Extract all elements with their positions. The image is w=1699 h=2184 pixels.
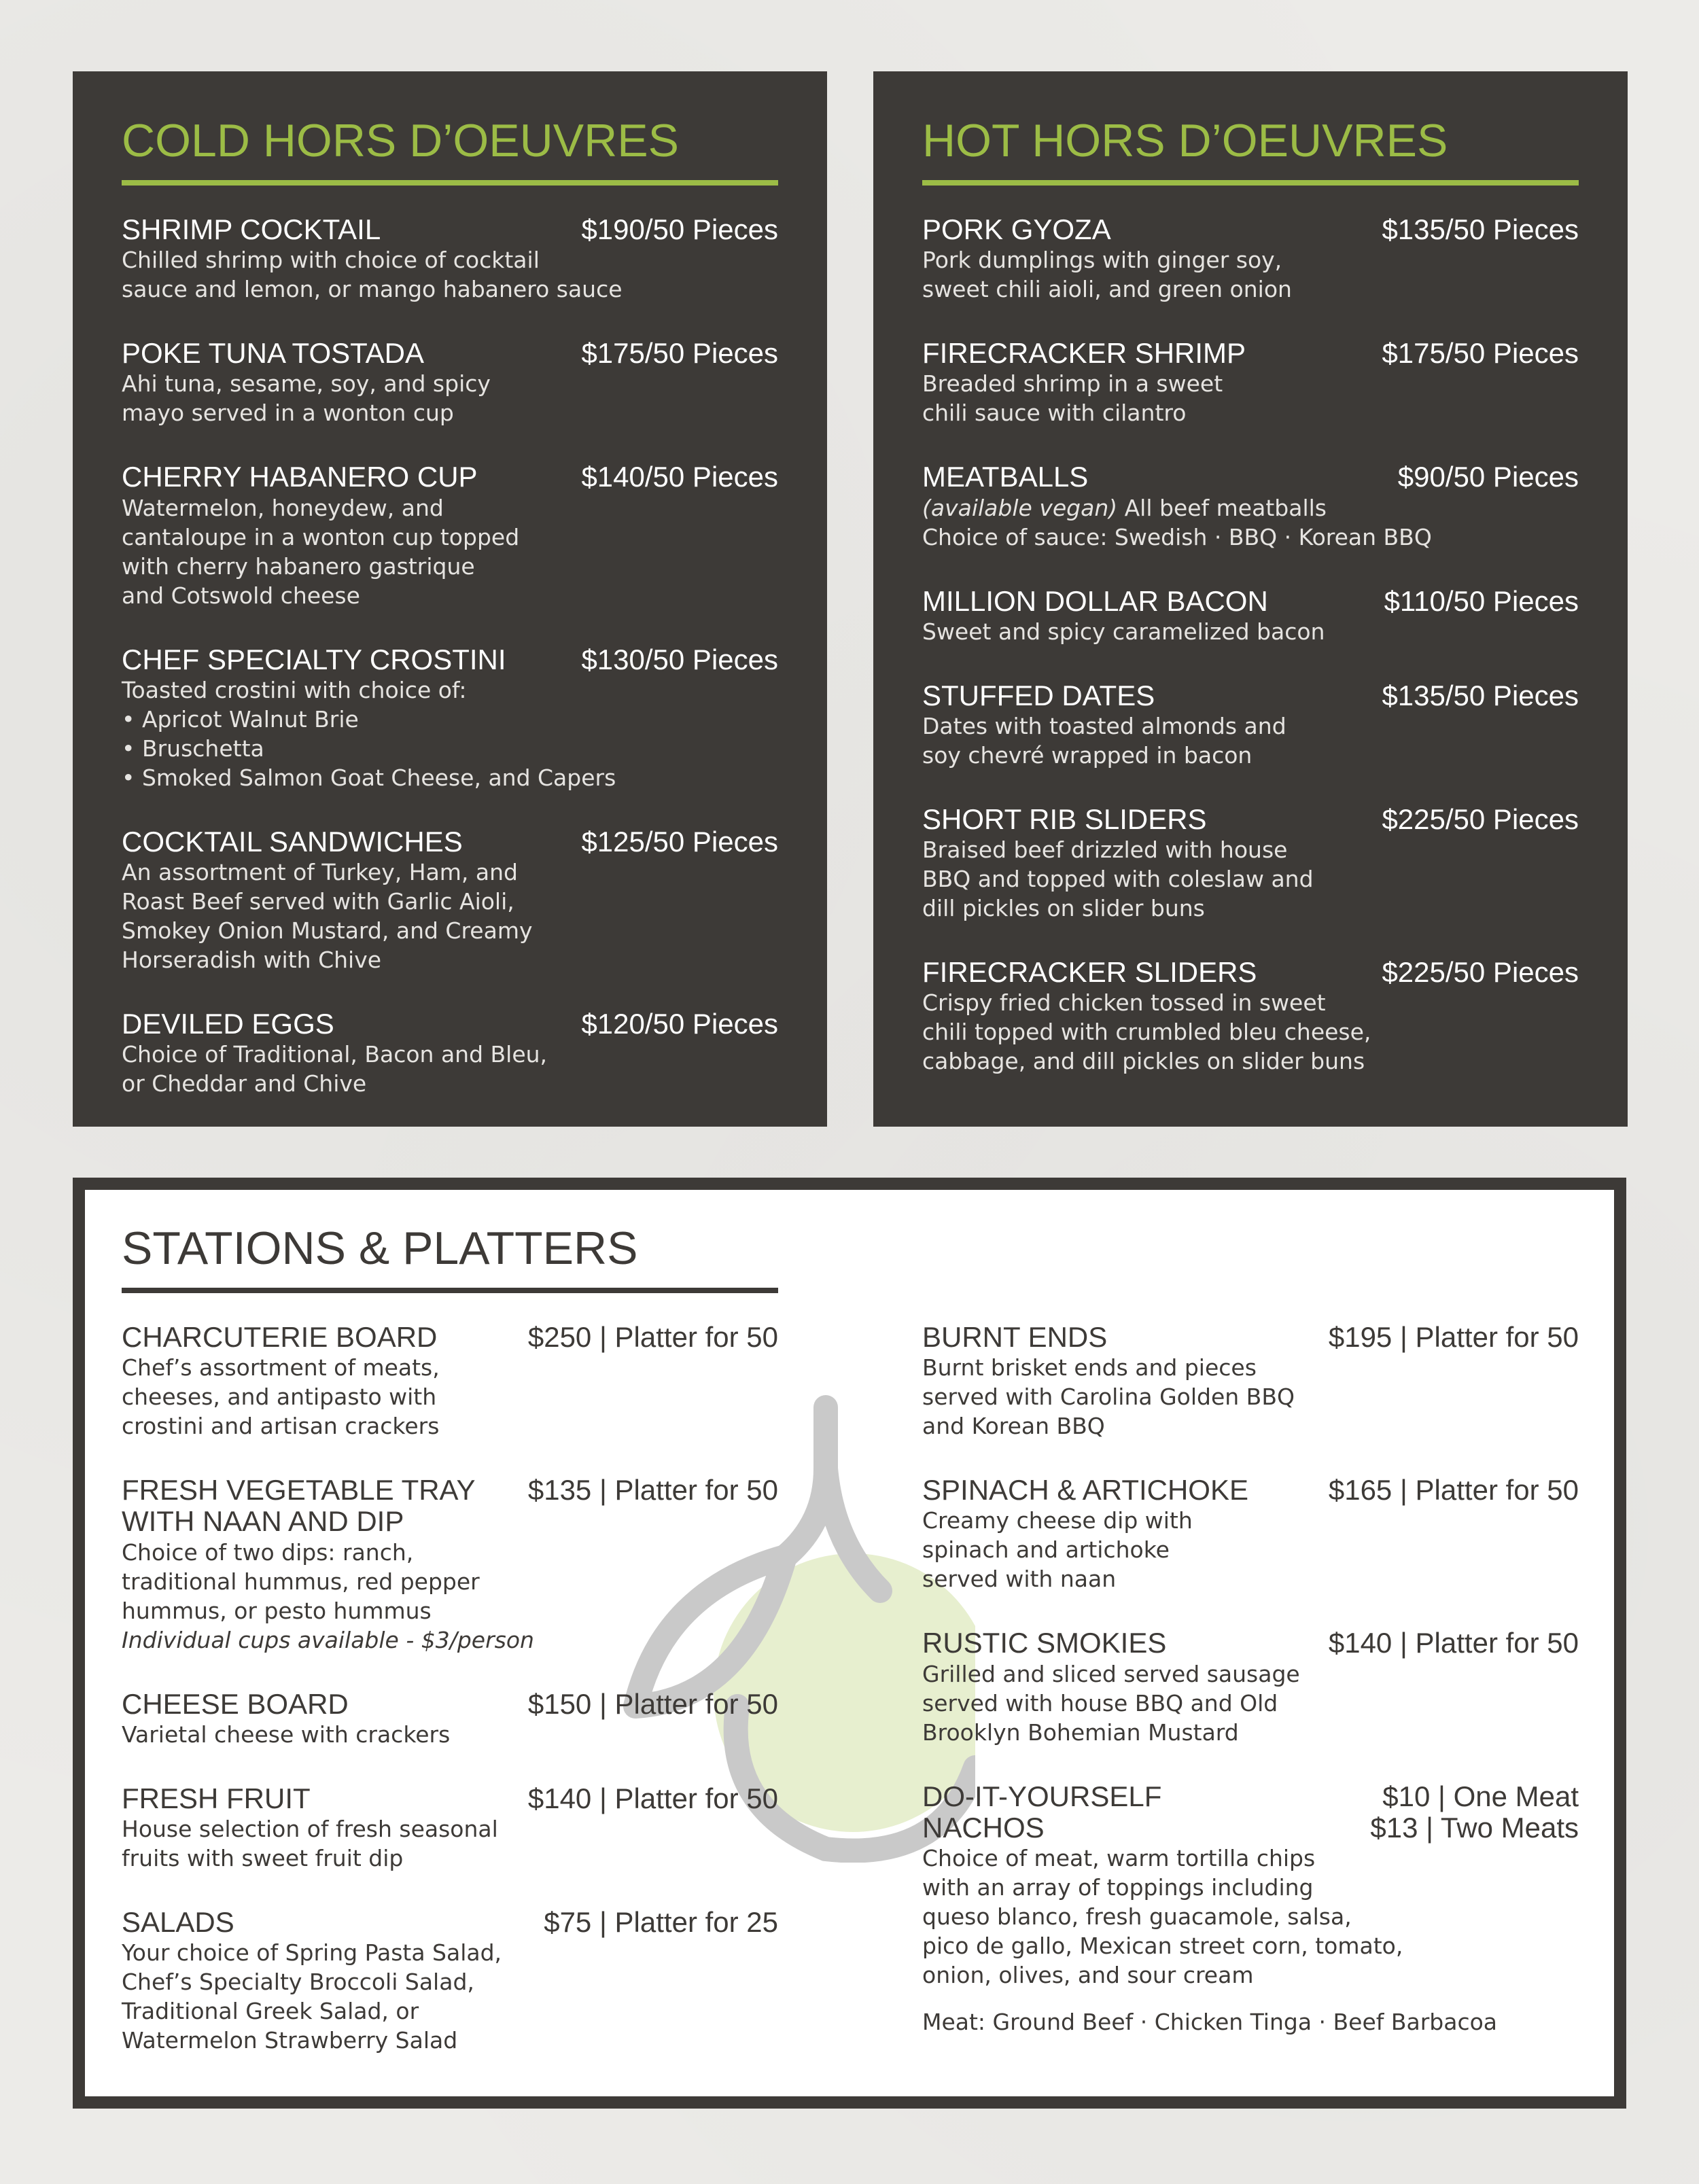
item-price: $140 | Platter for 50	[527, 1782, 778, 1814]
stations-platters-panel	[73, 1178, 1626, 2109]
meat-options: Meat: Ground Beef · Chicken Tinga · Beef Barbacoa	[922, 2008, 1498, 2035]
item-name: MILLION DOLLAR BACON	[922, 584, 1268, 617]
menu-item	[122, 1322, 778, 1441]
menu-item	[122, 461, 778, 610]
item-name: SHRIMP COCKTAIL	[122, 213, 381, 245]
menu-item	[922, 461, 1579, 551]
item-name: STUFFED DATES	[922, 679, 1155, 711]
menu-item	[122, 338, 778, 427]
item-name: BURNT ENDS	[922, 1321, 1108, 1353]
item-description: Ahi tuna, sesame, soy, and spicy mayo served in a wonton cup	[122, 370, 491, 427]
item-price: $125/50 Pieces	[581, 825, 778, 858]
item-description: Watermelon, honeydew, and cantaloupe in a wonton cup topped with cherry habanero gastrique and Cotswold cheese	[122, 494, 520, 609]
menu-item	[922, 1322, 1579, 1441]
item-description: Choice of Traditional, Bacon and Bleu, or Cheddar and Chive	[122, 1041, 548, 1097]
item-price: $120/50 Pieces	[581, 1007, 778, 1040]
item-name: FRESH VEGETABLE TRAY WITH NAAN AND DIP	[122, 1474, 476, 1538]
item-price: $135 | Platter for 50	[527, 1474, 778, 1507]
item-name: POKE TUNA TOSTADA	[122, 337, 425, 370]
item-name: PORK GYOZA	[922, 213, 1111, 245]
item-description	[922, 493, 1579, 552]
item-name: CHARCUTERIE BOARD	[122, 1321, 438, 1353]
hot-hors-doeuvres-panel	[873, 71, 1628, 1127]
item-description: Crispy fried chicken tossed in sweet chili topped with crumbled bleu cheese, cabbage, and dill pickles on slider buns	[922, 989, 1371, 1075]
vegan-note: (available vegan)	[922, 494, 1118, 521]
item-name: FRESH FRUIT	[122, 1782, 311, 1814]
item-price: $130/50 Pieces	[581, 643, 778, 675]
item-description: Dates with toasted almonds and soy chevré wrapped in bacon	[922, 712, 1286, 769]
cold-section-title: COLD HORS D’OEUVRES	[122, 118, 778, 186]
item-description: Breaded shrimp in a sweet chili sauce with cilantro	[922, 370, 1223, 427]
item-name: SHORT RIB SLIDERS	[922, 803, 1207, 835]
item-price: $250 | Platter for 50	[527, 1321, 778, 1353]
item-name: FIRECRACKER SLIDERS	[922, 956, 1257, 989]
item-description: Grilled and sliced served sausage served with house BBQ and Old Brooklyn Bohemian Mustard	[922, 1660, 1300, 1746]
item-name: SALADS	[122, 1905, 234, 1938]
menu-item	[922, 957, 1579, 1076]
item-name: FIRECRACKER SHRIMP	[922, 337, 1246, 370]
item-price: $225/50 Pieces	[1382, 956, 1579, 989]
item-description-text: All beef meatballs Choice of sauce: Swedish · BBQ · Korean BBQ	[922, 494, 1432, 550]
menu-item	[122, 1008, 778, 1098]
item-description: Creamy cheese dip with spinach and artichoke served with naan	[922, 1507, 1193, 1593]
item-price: $75 | Platter for 25	[544, 1905, 778, 1938]
item-price: $140 | Platter for 50	[1328, 1627, 1579, 1659]
item-name: DO-IT-YOURSELF NACHOS	[922, 1780, 1162, 1844]
menu-item	[122, 1907, 778, 2055]
hot-section-title: HOT HORS D’OEUVRES	[922, 118, 1579, 186]
item-description: Choice of meat, warm tortilla chips with an array of toppings including queso blanco, fresh guacamole, salsa, pico de gallo, Mexican street corn, tomato, onion, olives, and sour cream	[922, 1844, 1403, 1988]
menu-item	[122, 1475, 778, 1654]
stations-section-title: STATIONS & PLATTERS	[122, 1225, 778, 1293]
item-name: CHERRY HABANERO CUP	[122, 461, 478, 493]
item-price: $165 | Platter for 50	[1328, 1474, 1579, 1507]
item-price: $190/50 Pieces	[581, 213, 778, 245]
item-description: Choice of two dips: ranch, traditional hummus, red pepper hummus, or pesto hummus	[122, 1538, 480, 1624]
menu-item	[922, 804, 1579, 923]
stations-right-column	[922, 1322, 1579, 2089]
item-price: $135/50 Pieces	[1382, 679, 1579, 711]
item-note: Individual cups available - $3/person	[122, 1626, 534, 1653]
item-price: $150 | Platter for 50	[527, 1687, 778, 1720]
item-price: $110/50 Pieces	[1384, 584, 1579, 617]
menu-item	[922, 1475, 1579, 1593]
menu-item	[922, 214, 1579, 304]
menu-item	[922, 1781, 1579, 2037]
item-name: CHEESE BOARD	[122, 1687, 349, 1720]
item-price-group	[1370, 1781, 1579, 1844]
menu-item	[122, 826, 778, 974]
item-description: Braised beef drizzled with house BBQ and topped with coleslaw and dill pickles on slider buns	[922, 836, 1314, 922]
menu-item	[122, 1783, 778, 1873]
item-price: $135/50 Pieces	[1382, 213, 1579, 245]
item-price: $90/50 Pieces	[1397, 461, 1579, 493]
item-name: RUSTIC SMOKIES	[922, 1627, 1167, 1659]
cold-hors-doeuvres-panel	[73, 71, 827, 1127]
item-description: Varietal cheese with crackers	[122, 1721, 451, 1748]
item-description: An assortment of Turkey, Ham, and Roast Beef served with Garlic Aioli, Smokey Onion Mustard, and Creamy Horseradish with Chive	[122, 858, 533, 973]
stations-left-column	[122, 1322, 778, 2089]
item-name: MEATBALLS	[922, 461, 1089, 493]
item-price: $140/50 Pieces	[581, 461, 778, 493]
item-description: Sweet and spicy caramelized bacon	[922, 618, 1325, 645]
item-name: DEVILED EGGS	[122, 1007, 334, 1040]
item-price: $225/50 Pieces	[1382, 803, 1579, 835]
item-description: Your choice of Spring Pasta Salad, Chef’s Specialty Broccoli Salad, Traditional Greek Salad, or Watermelon Strawberry Salad	[122, 1939, 502, 2054]
item-name: COCKTAIL SANDWICHES	[122, 825, 463, 858]
menu-item	[922, 680, 1579, 770]
item-description: Toasted crostini with choice of: • Apricot Walnut Brie • Bruschetta • Smoked Salmon Goat Cheese, and Capers	[122, 676, 616, 791]
item-description: Burnt brisket ends and pieces served with Carolina Golden BBQ and Korean BBQ	[922, 1354, 1295, 1440]
menu-item	[122, 1689, 778, 1749]
item-price: $13 | Two Meats	[1370, 1811, 1579, 1844]
item-price: $195 | Platter for 50	[1328, 1321, 1579, 1353]
menu-item	[922, 1627, 1579, 1746]
item-name: CHEF SPECIALTY CROSTINI	[122, 643, 506, 675]
item-description: Chef’s assortment of meats, cheeses, and antipasto with crostini and artisan crackers	[122, 1354, 440, 1440]
menu-item	[122, 214, 778, 304]
item-price: $175/50 Pieces	[581, 337, 778, 370]
item-description: House selection of fresh seasonal fruits with sweet fruit dip	[122, 1815, 498, 1871]
item-description: Chilled shrimp with choice of cocktail sauce and lemon, or mango habanero sauce	[122, 247, 623, 303]
menu-item	[922, 338, 1579, 427]
menu-item	[922, 586, 1579, 646]
item-price: $175/50 Pieces	[1382, 337, 1579, 370]
menu-item	[122, 644, 778, 792]
item-description: Pork dumplings with ginger soy, sweet chili aioli, and green onion	[922, 247, 1292, 303]
item-price: $10 | One Meat	[1382, 1780, 1579, 1812]
item-name: SPINACH & ARTICHOKE	[922, 1474, 1249, 1507]
